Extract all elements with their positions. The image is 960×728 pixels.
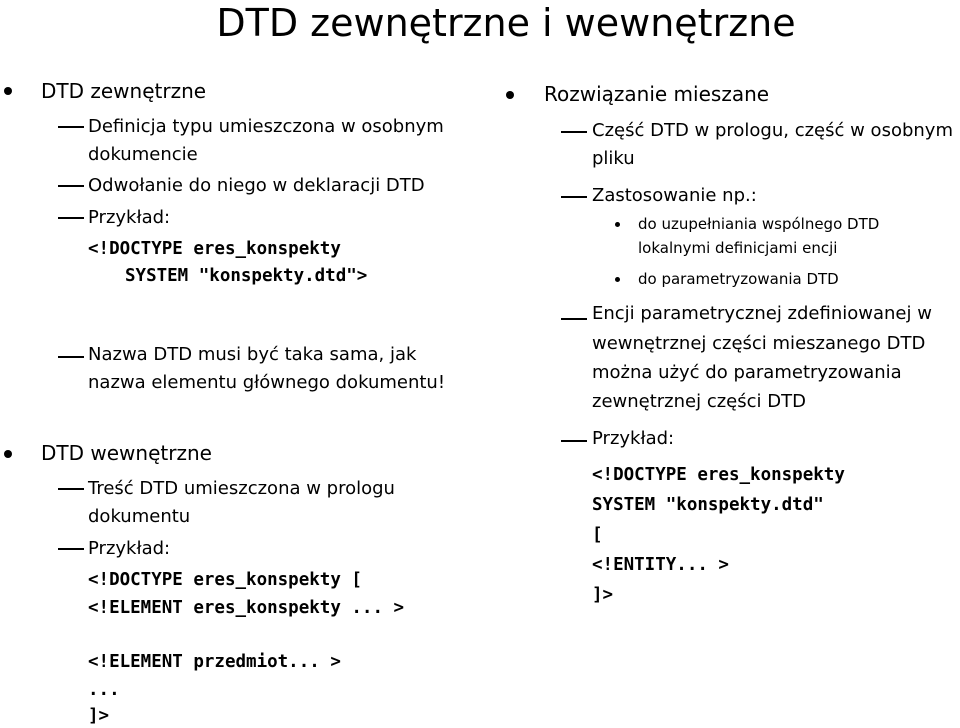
code-line: <!DOCTYPE eres_konspekty [ xyxy=(88,570,362,590)
bullet-icon xyxy=(506,91,514,99)
code-line: ... xyxy=(88,680,120,700)
slide-title: DTD zewnętrzne i wewnętrzne xyxy=(216,1,796,45)
bullet-icon xyxy=(615,222,620,227)
sub-list-item: do uzupełniania wspólnego DTD xyxy=(638,215,880,233)
code-line: <!DOCTYPE eres_konspekty xyxy=(88,239,341,259)
list-item: Przykład: xyxy=(592,428,675,449)
sub-list-item: do parametryzowania DTD xyxy=(638,270,839,288)
dash-icon xyxy=(561,131,587,133)
code-line: <!ELEMENT eres_konspekty ... > xyxy=(88,598,405,618)
code-line: <!ENTITY... > xyxy=(592,555,729,575)
list-item: Zastosowanie np.: xyxy=(592,185,757,206)
bullet-icon xyxy=(4,87,12,95)
list-item: Definicja typu umieszczona w osobnym xyxy=(88,116,444,137)
list-item-continuation: można użyć do parametryzowania xyxy=(592,362,902,383)
dash-icon xyxy=(561,318,587,320)
sub-list-item-continuation: lokalnymi definicjami encji xyxy=(638,239,838,257)
list-item-continuation: zewnętrznej części DTD xyxy=(592,391,806,412)
list-item: Encji parametrycznej zdefiniowanej w xyxy=(592,303,932,324)
bullet-icon xyxy=(4,450,12,458)
dash-icon xyxy=(561,440,587,442)
section-heading-external: DTD zewnętrzne xyxy=(41,79,207,103)
code-line: SYSTEM "konspekty.dtd"> xyxy=(125,266,368,286)
list-item-continuation: pliku xyxy=(592,148,635,169)
dash-icon xyxy=(58,548,84,550)
list-item: Część DTD w prologu, część w osobnym xyxy=(592,120,953,141)
section-heading-internal: DTD wewnętrzne xyxy=(41,441,212,465)
code-line: [ xyxy=(592,525,603,545)
list-item-continuation: dokumencie xyxy=(88,144,198,165)
dash-icon xyxy=(58,488,84,490)
list-item: Przykład: xyxy=(88,207,171,228)
list-item: Przykład: xyxy=(88,538,171,559)
list-item: Odwołanie do niego w deklaracji DTD xyxy=(88,175,425,196)
dash-icon xyxy=(58,185,84,187)
list-item: Treść DTD umieszczona w prologu xyxy=(88,478,395,499)
list-item-continuation: wewnętrznej części mieszanego DTD xyxy=(592,333,926,354)
code-line: <!DOCTYPE eres_konspekty xyxy=(592,465,845,485)
dash-icon xyxy=(561,196,587,198)
code-line: <!ELEMENT przedmiot... > xyxy=(88,652,341,672)
list-item-continuation: dokumentu xyxy=(88,506,191,527)
bullet-icon xyxy=(615,277,620,282)
dash-icon xyxy=(58,217,84,219)
dash-icon xyxy=(58,356,84,358)
code-line: ]> xyxy=(592,585,614,605)
code-line: ]> xyxy=(88,706,110,726)
section-heading-mixed: Rozwiązanie mieszane xyxy=(544,82,770,106)
list-item: Nazwa DTD musi być taka sama, jak xyxy=(88,344,417,365)
dash-icon xyxy=(58,126,84,128)
code-line: SYSTEM "konspekty.dtd" xyxy=(592,495,824,515)
list-item-continuation: nazwa elementu głównego dokumentu! xyxy=(88,372,446,393)
